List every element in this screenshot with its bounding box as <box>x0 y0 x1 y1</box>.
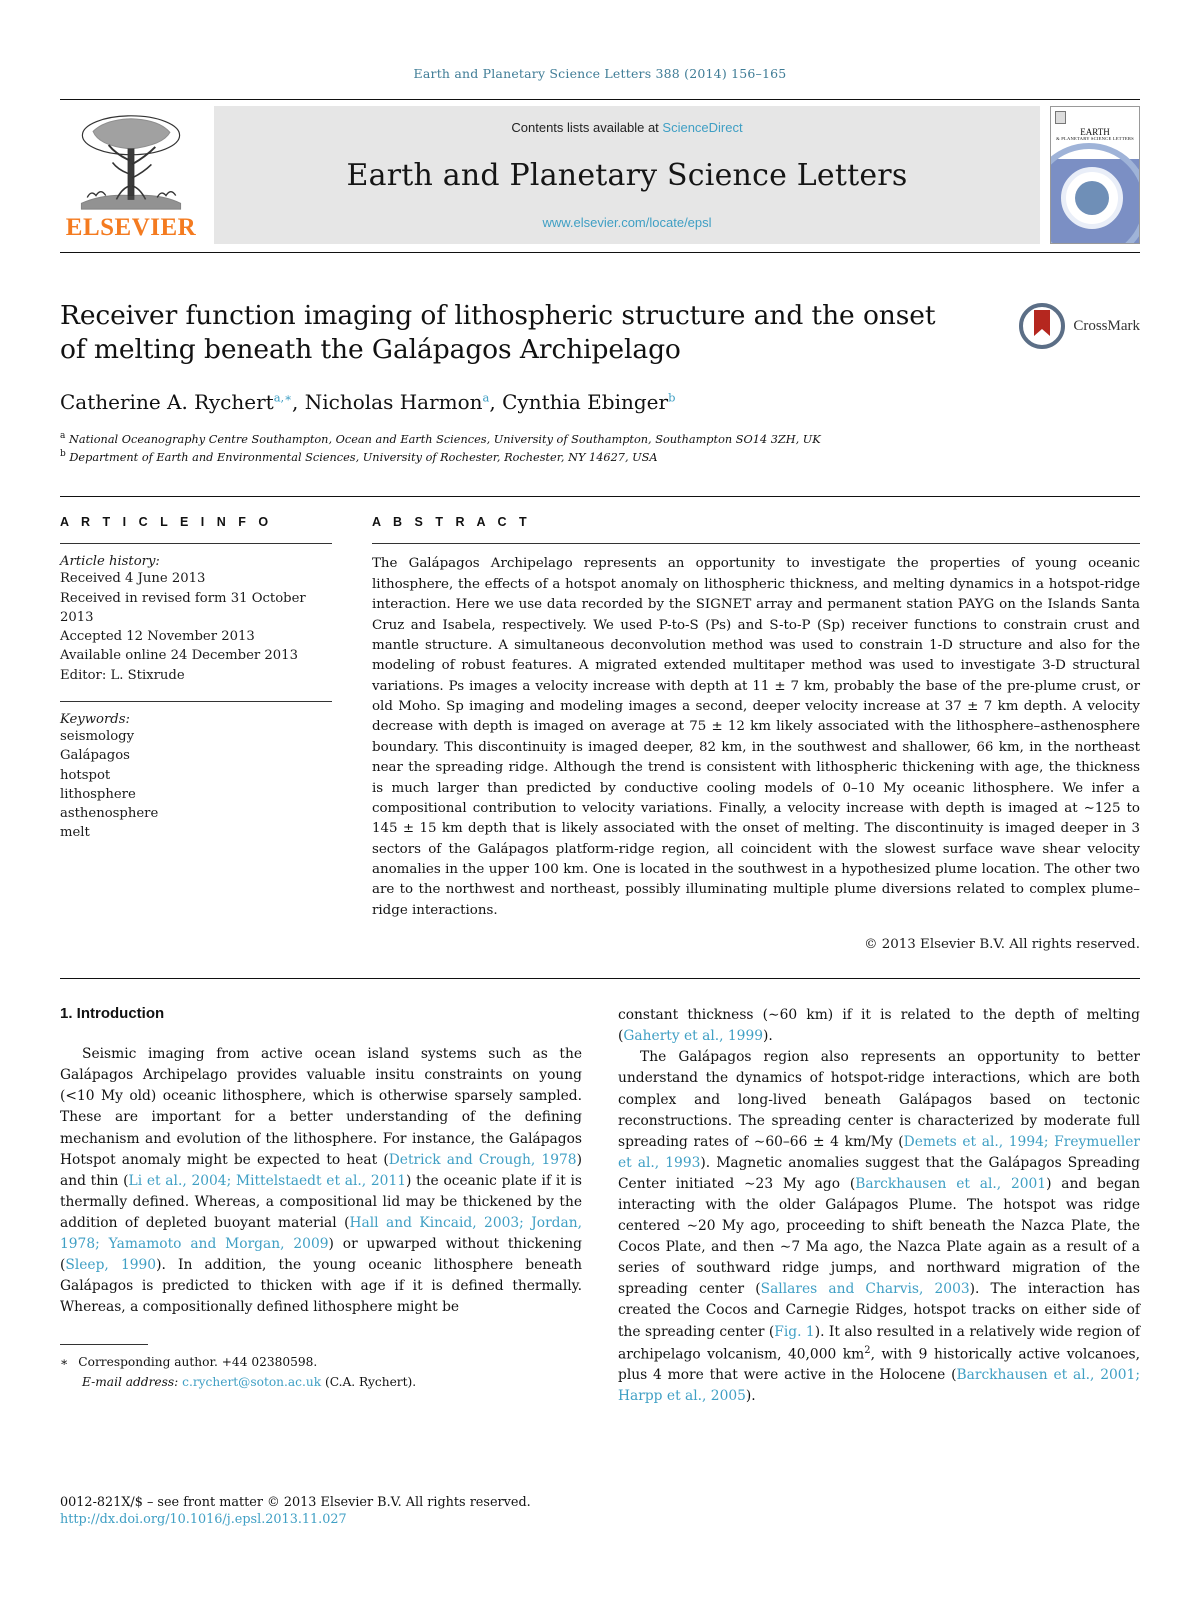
info-abstract-section <box>60 496 1140 952</box>
elsevier-tree-icon <box>72 110 190 215</box>
elsevier-wordmark: ELSEVIER <box>65 214 197 241</box>
crossmark-label: CrossMark <box>1073 317 1140 334</box>
author-list: Catherine A. Rychert$^{a,∗}$, Nicholas Harmon$^a$, Cynthia Ebinger$^b$ <box>60 389 676 414</box>
journal-band <box>214 106 1040 244</box>
masthead-bottom-rule <box>60 252 1140 253</box>
page-title: Receiver function imaging of lithospheric structure and the onset of melting beneath the Galápagos Archipelago <box>60 300 936 366</box>
footnote-email-link[interactable]: c.rychert@soton.ac.uk <box>182 1374 322 1389</box>
body-column-left <box>60 1005 582 1407</box>
abstract-text: The Galápagos Archipelago represents an opportunity to investigate the properties of young oceanic lithosphere, the effects of a hotspot anomaly on lithospheric thickness, and melting dynamics in a hotspot-ridge interaction. Here we use data recorded by the SIGNET array and permanent station PAYG on the Islands Santa Cruz and Isabela, respectively. We used P-to-S (Ps) and S-to-P (Sp) receiver functions to constrain crust and mantle structure. A simultaneous deconvolution method was used to constrain 1-D structure and also for the modeling of robust features. A migrated extended multitaper method was used to investigate 3-D structural variations. Ps images a velocity increase with depth at 11 ± 7 km, probably the base of the pre-plume crust, or old Moho. Sp imaging and modeling images a second, deeper velocity increase at 37 ± 7 km depth. A velocity decrease with depth is imaged on average at 75 ± 12 km likely associated with the lithosphere–asthenosphere boundary. This discontinuity is imaged deeper, 82 km, in the southwest and shallower, 66 km, in the northeast near the spreading ridge. Although the trend is consistent with lithospheric thickening with age, the thickness is much larger than predicted by conductive cooling models of 0–10 My oceanic lithosphere. We infer a compositional contribution to velocity variations. Finally, a velocity increase with depth is imaged at ∼125 to 145 ± 15 km depth that is likely associated with the onset of melting. The discontinuity is imaged deeper in 3 sectors of the Galápagos platform-ridge region, all coincident with the slowest surface wave shear velocity anomalies in the upper 100 km. One is located in the southwest in a hypothesized plume location. The other two are to the northwest and northeast, possibly illuminating multiple plume diversions related to complex plume–ridge interactions. <box>372 556 1140 918</box>
contents-prefix: Contents lists available at <box>511 120 663 135</box>
paragraph: constant thickness (∼60 km) if it is related to the depth of melting (Gaherty et al., 1999). <box>618 1007 1140 1045</box>
affiliation-text-a: National Oceanography Centre Southampton, Ocean and Earth Sciences, University of Southampton, Southampton SO14 3ZH, UK <box>68 432 821 446</box>
affiliation-a <box>60 430 1140 448</box>
section-heading-introduction: 1. Introduction <box>60 1005 165 1023</box>
affiliations <box>60 430 1140 467</box>
abstract-copyright: © 2013 Elsevier B.V. All rights reserved. <box>864 937 1140 953</box>
affiliation-text-b: Department of Earth and Environmental Sciences, University of Rochester, Rochester, NY 14627, USA <box>69 450 658 464</box>
affiliation-marker-b: b <box>60 449 66 460</box>
footer-frontmatter: 0012-821X/$ – see front matter © 2013 Elsevier B.V. All rights reserved. <box>60 1495 531 1510</box>
footer-doi-link[interactable]: http://dx.doi.org/10.1016/j.epsl.2013.11.027 <box>60 1512 347 1527</box>
crossmark-icon <box>1019 303 1065 349</box>
cover-title-main: EARTH <box>1080 127 1110 137</box>
paragraph: Seismic imaging from active ocean island systems such as the Galápagos Archipelago provides valuable insitu constraints on young (<10 My old) oceanic lithosphere, which is otherwise sparsely sampled. These are important for a better understanding of the defining mechanism and evolution of the lithosphere. For instance, the Galápagos Hotspot anomaly might be expected to heat (Detrick and Crough, 1978) and thin (Li et al., 2004; Mittelstaedt et al., 2011) the oceanic plate if it is thermally defined. Whereas, a compositional lid may be thickened by the addition of depleted buoyant material (Hall and Kincaid, 2003; Jordan, 1978; Yamamoto and Morgan, 2009) or upwarped without thickening (Sleep, 1990). In addition, the young oceanic lithosphere beneath Galápagos is predicted to thicken with age if it is defined thermally. Whereas, a compositionally defined lithosphere might be <box>60 1046 583 1316</box>
article-info-column <box>60 515 332 952</box>
cover-bottom-art <box>1051 159 1139 243</box>
footnote-star: ∗ <box>60 1355 69 1370</box>
cover-badge-icon <box>1055 111 1066 124</box>
keyword-item: seismology <box>60 729 135 744</box>
keyword-item: melt <box>60 825 90 841</box>
contents-line <box>511 120 742 135</box>
journal-masthead <box>60 99 1140 253</box>
abstract-column <box>372 515 1140 952</box>
keywords-rule <box>60 701 332 702</box>
footnote-email <box>60 1373 582 1393</box>
footnote-corresponding-text: Corresponding author. +44 02380598. <box>78 1355 318 1370</box>
elsevier-logo <box>60 106 202 244</box>
keywords-block <box>60 701 332 843</box>
history-item: Editor: L. Stixrude <box>60 667 185 683</box>
keyword-item: asthenosphere <box>60 806 159 822</box>
cover-title <box>1055 128 1135 142</box>
history-item: Available online 24 December 2013 <box>60 648 298 664</box>
journal-title: Earth and Planetary Science Letters <box>346 157 908 193</box>
article-info-rule <box>60 543 332 544</box>
footnote-email-label: E-mail address: <box>82 1374 179 1389</box>
abstract-heading: A B S T R A C T <box>372 515 532 530</box>
footnote-corresponding <box>60 1353 582 1373</box>
cover-title-sub: & PLANETARY SCIENCE LETTERS <box>1056 136 1134 142</box>
body-column-right <box>618 1005 1140 1407</box>
affiliation-marker-a: a <box>60 430 66 441</box>
journal-url-link[interactable]: www.elsevier.com/locate/epsl <box>542 215 712 230</box>
footnote-email-suffix: (C.A. Rychert). <box>324 1374 417 1389</box>
keywords-label: Keywords: <box>60 712 130 727</box>
sciencedirect-link[interactable]: ScienceDirect <box>662 120 743 135</box>
footnote-rule <box>60 1344 148 1345</box>
history-item: Received in revised form 31 October 2013 <box>60 590 306 625</box>
history-item: Accepted 12 November 2013 <box>60 629 255 645</box>
history-item: Received 4 June 2013 <box>60 571 206 587</box>
abstract-rule <box>372 543 1140 544</box>
running-head: Earth and Planetary Science Letters 388 (2014) 156–165 <box>413 66 787 81</box>
article-info-heading: A R T I C L E I N F O <box>60 515 273 530</box>
keyword-item: hotspot <box>60 767 111 783</box>
body-columns <box>60 978 1140 1407</box>
article-history-label: Article history: <box>60 554 160 570</box>
keyword-item: lithosphere <box>60 786 136 802</box>
affiliation-b <box>60 448 1140 466</box>
journal-cover-thumbnail <box>1050 106 1140 244</box>
paragraph: The Galápagos region also represents an opportunity to better understand the dynamics of hotspot-ridge interactions, which are both complex and long-lived beneath Galápagos based on tectonic reconstructions. The spreading center is characterized by moderate full spreading rates of ∼60–66 ± 4 km/My (Demets et al., 1994; Freymueller et al., 1993). Magnetic anomalies suggest that the Galápagos Spreading Center initiated ∼23 My ago (Barckhausen et al., 2001) and began interacting with the older Galápagos Plume. The hotspot was ridge centered ∼20 My ago, proceeding to shift beneath the Nazca Plate, the Cocos Plate, and then ∼7 Ma ago, the Nazca Plate again as a result of a series of southward ridge jumps, and northward migration of the spreading center (Sallares and Charvis, 2003). The interaction has created the Cocos and Carnegie Ridges, hotspot tracks on either side of the spreading center (Fig. 1). It also resulted in a relatively wide region of archipelago volcanism, 40,000 $km^2$, with 9 historically active volcanoes, plus 4 more that were active in the Holocene (Barckhausen et al., 2001; Harpp et al., 2005). <box>618 1049 1141 1405</box>
page-footer <box>60 1495 1140 1527</box>
keyword-item: Galápagos <box>60 748 130 764</box>
title-block <box>60 299 1140 466</box>
crossmark-badge[interactable] <box>1019 303 1140 349</box>
